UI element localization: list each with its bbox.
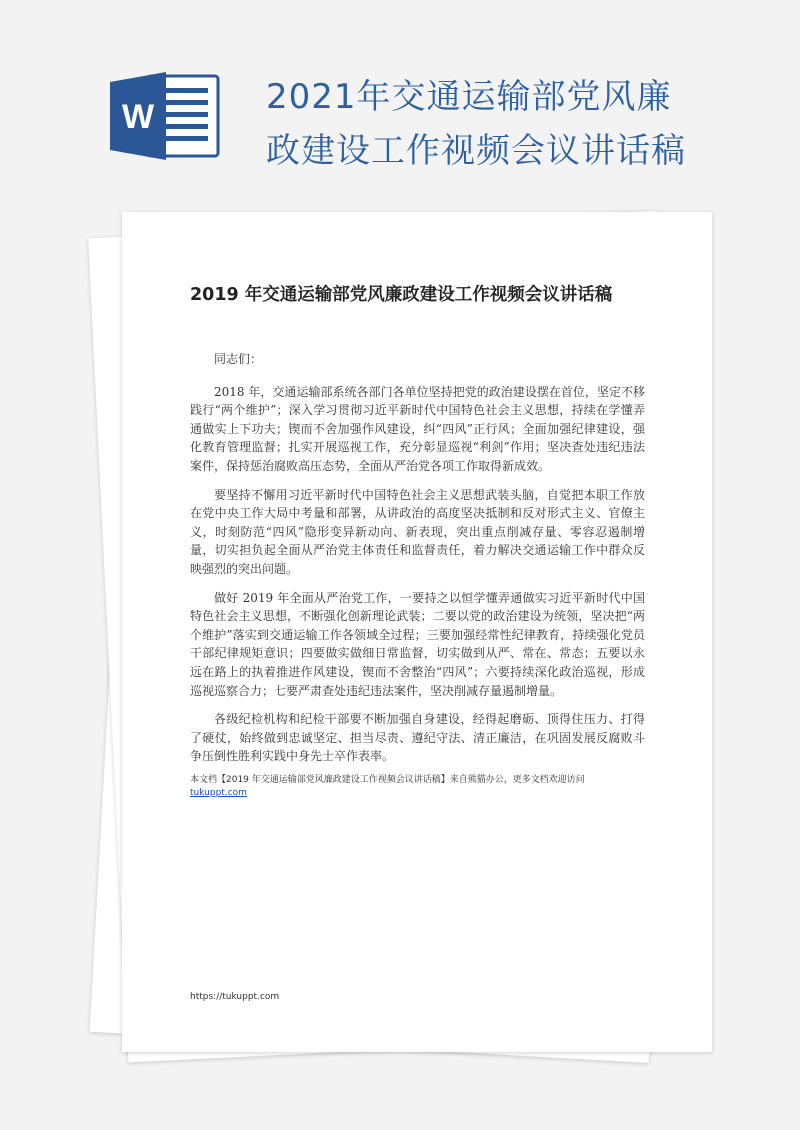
page-footer-url[interactable]: https://tukuppt.com	[190, 992, 280, 1002]
paragraph-3: 做好 2019 年全面从严治党工作，一要持之以恒学懂弄通做实习近平新时代中国特色社会主义思想，不断强化创新理论武装；二要以党的政治建设为统领，坚决把“两个维护”落实到交通运输工作各领域全过程；三要加强经常性纪律教育，持续强化党员干部纪律规矩意识；四要做实做细日常监督，切实做到从严、常在、常态；五要以永远在路上的执着推进作风建设，锲而不舍整治“四风”；六要持续深化政治巡视，形成巡视巡察合力；七要严肃查处违纪违法案件，坚决削减存量遏制增量。	[190, 590, 645, 698]
paragraph-2: 要坚持不懈用习近平新时代中国特色社会主义思想武装头脑，自觉把本职工作放在党中央工作大局中考量和部署，从讲政治的高度坚决抵制和反对形式主义、官僚主义，时刻防范“四风”隐形变异新动向、新表现，突出重点削减存量、零容忍遏制增量，切实担负起全面从严治党主体责任和监督责任，着力解决交通运输工作中群众反映强烈的突出问题。	[190, 487, 645, 576]
paragraph-4: 各级纪检机构和纪检干部要不断加强自身建设，经得起磨砺、顶得住压力、打得了硬仗，始终做到忠诚坚定、担当尽责、遵纪守法、清正廉洁，在巩固发展反腐败斗争压倒性胜利实践中身先士卒作表率。	[190, 712, 645, 764]
svg-text:W: W	[121, 98, 155, 136]
document-page	[122, 212, 712, 1052]
salutation: 同志们：	[214, 352, 263, 366]
document-body	[190, 350, 645, 776]
source-footnote	[190, 774, 660, 800]
cover-header	[0, 0, 800, 200]
footnote-text: 本文档【2019 年交通运输部党风廉政建设工作视频会议讲话稿】来自熊猫办公，更多文档欢迎访问	[190, 775, 585, 785]
cover-title-line1: 2021年交通运输部党风廉	[266, 77, 672, 117]
document-title: 2019 年交通运输部党风廉政建设工作视频会议讲话稿	[190, 285, 613, 305]
word-document-icon	[110, 68, 222, 164]
cover-title-line2: 政建设工作视频会议讲话稿	[266, 131, 686, 171]
cover-title	[266, 70, 766, 178]
paragraph-1: 2018 年，交通运输部系统各部门各单位坚持把党的政治建设摆在首位，坚定不移践行“两个维护”；深入学习贯彻习近平新时代中国特色社会主义思想，持续在学懂弄通做实上下功夫；锲而不舍加强作风建设，纠“四风”正行风；全面加强纪律建设，强化教育管理监督；扎实开展巡视工作，充分彰显巡视“利剑”作用；坚决查处违纪违法案件，保持惩治腐败高压态势，全面从严治党各项工作取得新成效。	[190, 384, 645, 473]
footnote-link[interactable]: tukuppt.com	[190, 788, 247, 798]
